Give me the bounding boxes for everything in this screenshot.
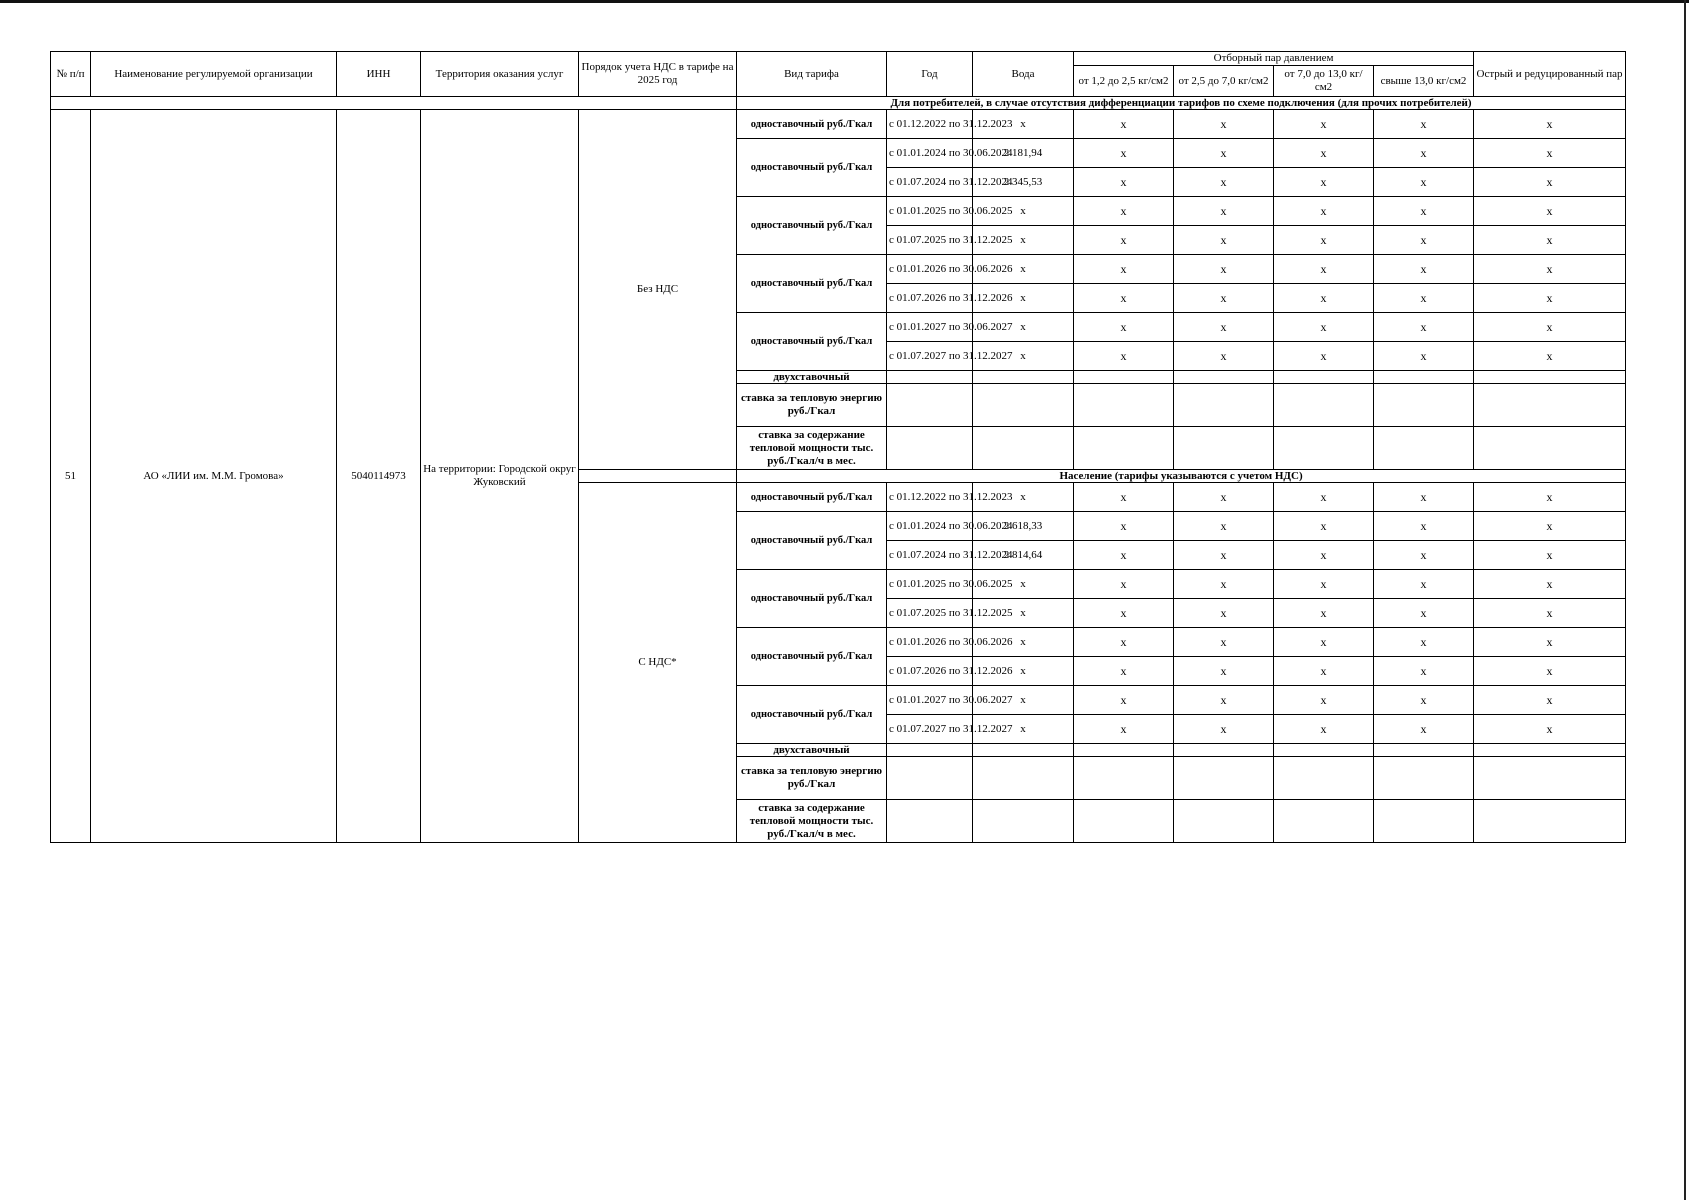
header-steam-4: свыше 13,0 кг/см2 [1374, 66, 1474, 97]
x-mark: x [1074, 686, 1174, 715]
x-mark: x [1374, 570, 1474, 599]
period-cell: с 01.07.2027 по 31.12.2027 [887, 342, 973, 371]
empty-cell [1074, 427, 1174, 470]
period-cell: с 01.07.2024 по 31.12.2024 [887, 541, 973, 570]
x-mark: x [1274, 110, 1374, 139]
x-mark: x [1074, 110, 1174, 139]
x-mark: x [1474, 628, 1626, 657]
x-mark: x [1374, 168, 1474, 197]
vat-order-without: Без НДС [579, 110, 737, 470]
period-cell: с 01.01.2027 по 30.06.2027 [887, 686, 973, 715]
water-value: x [973, 628, 1074, 657]
x-mark: x [1374, 541, 1474, 570]
empty-cell [1274, 757, 1374, 800]
x-mark: x [1474, 483, 1626, 512]
empty-cell [1474, 757, 1626, 800]
x-mark: x [1174, 255, 1274, 284]
tariff-table-body [51, 97, 1626, 843]
period-cell: с 01.07.2026 по 31.12.2026 [887, 284, 973, 313]
x-mark: x [1274, 483, 1374, 512]
x-mark: x [1174, 284, 1274, 313]
header-year: Год [887, 52, 973, 97]
empty-cell [1374, 744, 1474, 757]
period-cell: с 01.12.2022 по 31.12.2023 [887, 110, 973, 139]
x-mark: x [1174, 599, 1274, 628]
section-spacer [579, 470, 737, 483]
empty-cell [1074, 384, 1174, 427]
empty-cell [1074, 371, 1174, 384]
header-steam-2: от 2,5 до 7,0 кг/см2 [1174, 66, 1274, 97]
water-value: 2 345,53 [973, 168, 1074, 197]
top-border-line [0, 0, 1689, 3]
x-mark: x [1074, 139, 1174, 168]
empty-cell [1174, 744, 1274, 757]
water-value: x [973, 342, 1074, 371]
section-spacer [51, 97, 737, 110]
empty-cell [1274, 800, 1374, 843]
tariff-kind-one-part: одноставочный руб./Гкал [737, 483, 887, 512]
water-value: x [973, 284, 1074, 313]
x-mark: x [1074, 657, 1174, 686]
tariff-kind-one-part: одноставочный руб./Гкал [737, 686, 887, 744]
x-mark: x [1474, 197, 1626, 226]
x-mark: x [1474, 226, 1626, 255]
tariff-kind-one-part: одноставочный руб./Гкал [737, 197, 887, 255]
x-mark: x [1074, 599, 1174, 628]
period-cell: с 01.01.2024 по 30.06.2024 [887, 139, 973, 168]
period-cell: с 01.01.2025 по 30.06.2025 [887, 570, 973, 599]
x-mark: x [1074, 284, 1174, 313]
period-cell: с 01.01.2027 по 30.06.2027 [887, 313, 973, 342]
x-mark: x [1074, 570, 1174, 599]
empty-cell [1374, 427, 1474, 470]
x-mark: x [1474, 686, 1626, 715]
x-mark: x [1374, 657, 1474, 686]
x-mark: x [1474, 541, 1626, 570]
x-mark: x [1074, 715, 1174, 744]
x-mark: x [1374, 483, 1474, 512]
org-num: 51 [51, 110, 91, 843]
empty-cell [1274, 427, 1374, 470]
x-mark: x [1274, 715, 1374, 744]
header-vat-order: Порядок учета НДС в тарифе на 2025 год [579, 52, 737, 97]
empty-cell [887, 744, 973, 757]
empty-cell [887, 427, 973, 470]
capacity-rate: ставка за содержание тепловой мощности тыс. руб./Гкал/ч в мес. [737, 800, 887, 843]
x-mark: x [1174, 570, 1274, 599]
x-mark: x [1074, 255, 1174, 284]
period-cell: с 01.07.2025 по 31.12.2025 [887, 226, 973, 255]
water-value: 2 181,94 [973, 139, 1074, 168]
x-mark: x [1074, 512, 1174, 541]
x-mark: x [1074, 541, 1174, 570]
empty-cell [1074, 757, 1174, 800]
period-cell: с 01.01.2025 по 30.06.2025 [887, 197, 973, 226]
tariff-kind-one-part: одноставочный руб./Гкал [737, 313, 887, 371]
water-value: 2 814,64 [973, 541, 1074, 570]
header-sharp-steam: Острый и редуцированный пар [1474, 52, 1626, 97]
x-mark: x [1474, 284, 1626, 313]
x-mark: x [1374, 226, 1474, 255]
tariff-kind-two-part: двухставочный [737, 371, 887, 384]
x-mark: x [1274, 657, 1374, 686]
x-mark: x [1474, 715, 1626, 744]
x-mark: x [1174, 483, 1274, 512]
x-mark: x [1474, 139, 1626, 168]
empty-cell [887, 371, 973, 384]
x-mark: x [1174, 313, 1274, 342]
header-steam-3: от 7,0 до 13,0 кг/см2 [1274, 66, 1374, 97]
empty-cell [973, 744, 1074, 757]
x-mark: x [1174, 342, 1274, 371]
x-mark: x [1374, 255, 1474, 284]
water-value: x [973, 599, 1074, 628]
tariff-kind-two-part: двухставочный [737, 744, 887, 757]
right-edge-line [1684, 0, 1686, 1200]
x-mark: x [1174, 139, 1274, 168]
empty-cell [1374, 800, 1474, 843]
x-mark: x [1174, 512, 1274, 541]
x-mark: x [1174, 686, 1274, 715]
period-cell: с 01.01.2026 по 30.06.2026 [887, 628, 973, 657]
x-mark: x [1374, 342, 1474, 371]
x-mark: x [1374, 139, 1474, 168]
empty-cell [1474, 384, 1626, 427]
x-mark: x [1274, 342, 1374, 371]
water-value: x [973, 226, 1074, 255]
water-value: x [973, 686, 1074, 715]
empty-cell [973, 384, 1074, 427]
x-mark: x [1174, 110, 1274, 139]
empty-cell [1474, 427, 1626, 470]
tariff-kind-one-part: одноставочный руб./Гкал [737, 110, 887, 139]
x-mark: x [1474, 168, 1626, 197]
x-mark: x [1074, 628, 1174, 657]
tariff-kind-one-part: одноставочный руб./Гкал [737, 570, 887, 628]
period-cell: с 01.07.2026 по 31.12.2026 [887, 657, 973, 686]
empty-cell [1074, 800, 1174, 843]
x-mark: x [1474, 110, 1626, 139]
x-mark: x [1074, 168, 1174, 197]
x-mark: x [1074, 313, 1174, 342]
period-cell: с 01.07.2025 по 31.12.2025 [887, 599, 973, 628]
x-mark: x [1274, 686, 1374, 715]
period-cell: с 01.01.2026 по 30.06.2026 [887, 255, 973, 284]
header-steam-group: Отборный пар давлением [1074, 52, 1474, 66]
empty-cell [973, 427, 1074, 470]
x-mark: x [1174, 168, 1274, 197]
water-value: x [973, 313, 1074, 342]
x-mark: x [1174, 197, 1274, 226]
tariff-table [50, 51, 1626, 843]
empty-cell [1474, 800, 1626, 843]
tariff-kind-one-part: одноставочный руб./Гкал [737, 512, 887, 570]
x-mark: x [1074, 483, 1174, 512]
x-mark: x [1374, 686, 1474, 715]
x-mark: x [1374, 599, 1474, 628]
water-value: x [973, 657, 1074, 686]
water-value: x [973, 570, 1074, 599]
water-value: x [973, 110, 1074, 139]
x-mark: x [1274, 197, 1374, 226]
tariff-kind-one-part: одноставочный руб./Гкал [737, 139, 887, 197]
x-mark: x [1474, 657, 1626, 686]
x-mark: x [1174, 226, 1274, 255]
empty-cell [1174, 427, 1274, 470]
empty-cell [1474, 371, 1626, 384]
x-mark: x [1374, 512, 1474, 541]
heat-energy-rate: ставка за тепловую энергию руб./Гкал [737, 757, 887, 800]
x-mark: x [1174, 657, 1274, 686]
empty-cell [1174, 800, 1274, 843]
x-mark: x [1274, 139, 1374, 168]
empty-cell [973, 371, 1074, 384]
empty-cell [1274, 371, 1374, 384]
empty-cell [1174, 384, 1274, 427]
period-cell: с 01.01.2024 по 30.06.2024 [887, 512, 973, 541]
empty-cell [887, 384, 973, 427]
empty-cell [1274, 744, 1374, 757]
header-num: № п/п [51, 52, 91, 97]
tariff-row [51, 110, 1626, 139]
org-name: АО «ЛИИ им. М.М. Громова» [91, 110, 337, 843]
org-inn: 5040114973 [337, 110, 421, 843]
water-value: x [973, 255, 1074, 284]
x-mark: x [1174, 628, 1274, 657]
x-mark: x [1274, 255, 1374, 284]
x-mark: x [1374, 197, 1474, 226]
x-mark: x [1474, 255, 1626, 284]
tariff-kind-one-part: одноставочный руб./Гкал [737, 255, 887, 313]
tariff-kind-one-part: одноставочный руб./Гкал [737, 628, 887, 686]
empty-cell [973, 757, 1074, 800]
section-header-other: Для потребителей, в случае отсутствия дифференциации тарифов по схеме подключения (для прочих потребителей) [737, 97, 1626, 110]
vat-order-with: С НДС* [579, 483, 737, 843]
header-org-name: Наименование регулируемой организации [91, 52, 337, 97]
header-tariff-kind: Вид тарифа [737, 52, 887, 97]
empty-cell [1074, 744, 1174, 757]
x-mark: x [1274, 512, 1374, 541]
x-mark: x [1374, 110, 1474, 139]
org-territory: На территории: Городской округ Жуковский [421, 110, 579, 843]
empty-cell [887, 800, 973, 843]
x-mark: x [1374, 284, 1474, 313]
x-mark: x [1074, 342, 1174, 371]
x-mark: x [1274, 599, 1374, 628]
x-mark: x [1374, 628, 1474, 657]
x-mark: x [1274, 628, 1374, 657]
empty-cell [1374, 371, 1474, 384]
empty-cell [1474, 744, 1626, 757]
x-mark: x [1274, 226, 1374, 255]
x-mark: x [1274, 284, 1374, 313]
x-mark: x [1074, 197, 1174, 226]
header-steam-1: от 1,2 до 2,5 кг/см2 [1074, 66, 1174, 97]
heat-energy-rate: ставка за тепловую энергию руб./Гкал [737, 384, 887, 427]
water-value: x [973, 715, 1074, 744]
empty-cell [1274, 384, 1374, 427]
empty-cell [973, 800, 1074, 843]
x-mark: x [1274, 313, 1374, 342]
x-mark: x [1174, 541, 1274, 570]
period-cell: с 01.07.2027 по 31.12.2027 [887, 715, 973, 744]
header-territory: Территория оказания услуг [421, 52, 579, 97]
section-header-population: Население (тарифы указываются с учетом НДС) [737, 470, 1626, 483]
x-mark: x [1474, 512, 1626, 541]
x-mark: x [1474, 570, 1626, 599]
x-mark: x [1274, 168, 1374, 197]
empty-cell [1374, 384, 1474, 427]
x-mark: x [1474, 313, 1626, 342]
capacity-rate: ставка за содержание тепловой мощности тыс. руб./Гкал/ч в мес. [737, 427, 887, 470]
water-value: 2 618,33 [973, 512, 1074, 541]
empty-cell [887, 757, 973, 800]
empty-cell [1374, 757, 1474, 800]
water-value: x [973, 483, 1074, 512]
empty-cell [1174, 371, 1274, 384]
x-mark: x [1274, 570, 1374, 599]
x-mark: x [1074, 226, 1174, 255]
x-mark: x [1174, 715, 1274, 744]
x-mark: x [1374, 715, 1474, 744]
header-water: Вода [973, 52, 1074, 97]
period-cell: с 01.07.2024 по 31.12.2024 [887, 168, 973, 197]
header-inn: ИНН [337, 52, 421, 97]
empty-cell [1174, 757, 1274, 800]
x-mark: x [1474, 599, 1626, 628]
water-value: x [973, 197, 1074, 226]
x-mark: x [1374, 313, 1474, 342]
x-mark: x [1474, 342, 1626, 371]
period-cell: с 01.12.2022 по 31.12.2023 [887, 483, 973, 512]
x-mark: x [1274, 541, 1374, 570]
